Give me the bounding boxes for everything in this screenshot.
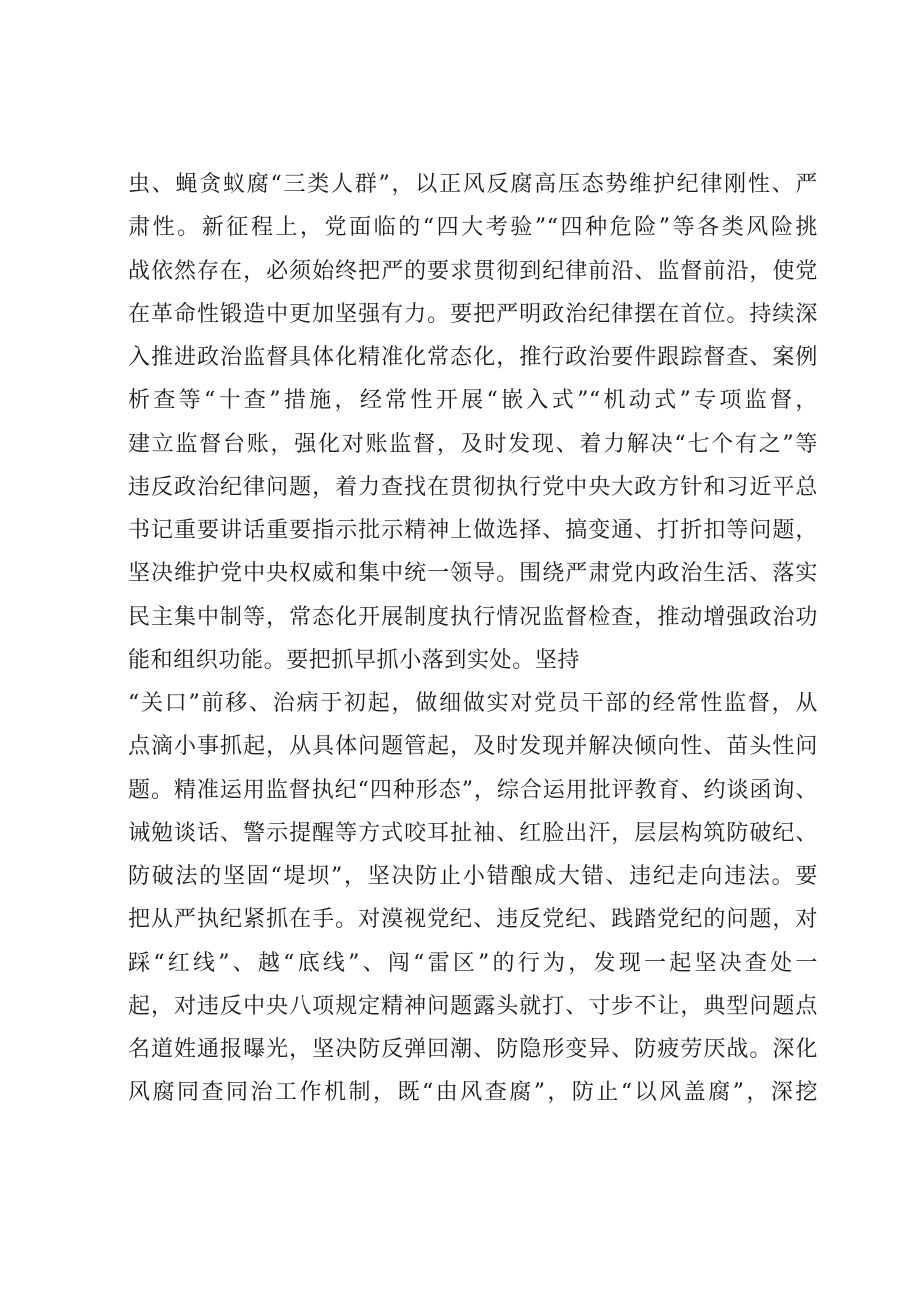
- text-line: 违反政治纪律问题，着力查找在贯彻执行党中央大政方针和习近平总: [128, 474, 818, 500]
- text-line: 入推进政治监督具体化精准化常态化，推行政治要件跟踪督查、案例: [128, 345, 818, 370]
- text-line: 把从严执纪紧抓在手。对漠视党纪、违反党纪、践踏党纪的问题，对: [128, 907, 818, 933]
- text-line: 踩“红线”、越“底线”、闯“雷区”的行为，发现一起坚决查处一: [128, 950, 818, 976]
- text-line: 析查等“十查”措施，经常性开展“嵌入式”“机动式”专项监督，: [128, 388, 818, 414]
- text-line: 在革命性锻造中更加坚强有力。要把严明政治纪律摆在首位。持续深: [128, 301, 818, 327]
- text-line: 民主集中制等，常态化开展制度执行情况监督检查，推动增强政治功: [128, 604, 818, 630]
- text-line: 肃性。新征程上，党面临的“四大考验”“四种危险”等各类风险挑: [128, 215, 818, 241]
- text-line: 风腐同查同治工作机制，既“由风查腐”，防止“以风盖腐”，深挖: [128, 1080, 818, 1106]
- text-line: 名道姓通报曝光，坚决防反弹回潮、防隐形变异、防疲劳厌战。深化: [128, 1037, 818, 1062]
- text-line: 能和组织功能。要把抓早抓小落到实处。坚持: [128, 647, 581, 673]
- text-line: 战依然存在，必须始终把严的要求贯彻到纪律前沿、监督前沿，使党: [128, 258, 818, 284]
- text-line: 虫、蝇贪蚁腐“三类人群”，以正风反腐高压态势维护纪律刚性、严: [128, 172, 818, 197]
- text-line: 防破法的坚固“堤坝”，坚决防止小错酿成大错、违纪走向违法。要: [128, 864, 818, 889]
- text-line: 起，对违反中央八项规定精神问题露头就打、寸步不让，典型问题点: [128, 993, 818, 1019]
- text-line: 诫勉谈话、警示提醒等方式咬耳扯袖、红脸出汗，层层构筑防破纪、: [128, 820, 818, 846]
- text-line: “关口”前移、治病于初起，做细做实对党员干部的经常性监督，从: [128, 691, 818, 716]
- body-text: [128, 163, 818, 1115]
- text-line: 点滴小事抓起，从具体问题管起，及时发现并解决倾向性、苗头性问: [128, 734, 818, 760]
- text-line: 书记重要讲话重要指示批示精神上做选择、搞变通、打折扣等问题，: [128, 518, 818, 543]
- text-line: 坚决维护党中央权威和集中统一领导。围绕严肃党内政治生活、落实: [128, 561, 818, 587]
- text-line: 题。精准运用监督执纪“四种形态”，综合运用批评教育、约谈函询、: [128, 777, 818, 803]
- text-line: 建立监督台账，强化对账监督，及时发现、着力解决“七个有之”等: [128, 431, 818, 457]
